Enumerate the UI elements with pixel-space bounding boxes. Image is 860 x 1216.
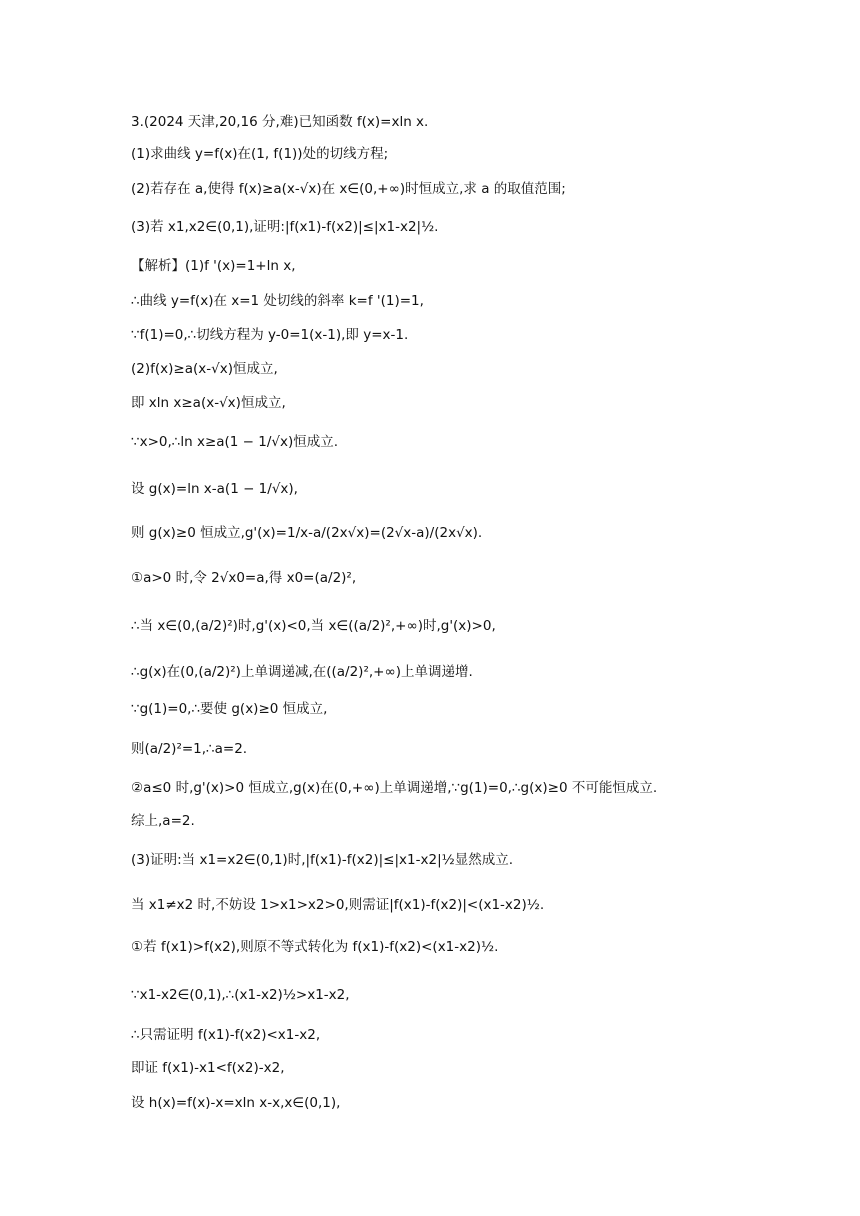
solution-line: ①a>0 时,令 2√x0=a,得 x0=(a/2)², bbox=[131, 570, 357, 586]
question-3: (3)若 x1,x2∈(0,1),证明:|f(x1)-f(x2)|≤|x1-x2|½. bbox=[131, 219, 439, 235]
solution-line: 【解析】(1)f '(x)=1+ln x, bbox=[131, 258, 296, 274]
solution-line: 当 x1≠x2 时,不妨设 1>x1>x2>0,则需证|f(x1)-f(x2)|<(x1-x2)½. bbox=[131, 897, 545, 913]
solution-line: 设 h(x)=f(x)-x=xln x-x,x∈(0,1), bbox=[131, 1095, 341, 1111]
question-2: (2)若存在 a,使得 f(x)≥a(x-√x)在 x∈(0,+∞)时恒成立,求 a 的取值范围; bbox=[131, 181, 566, 197]
solution-line: ①若 f(x1)>f(x2),则原不等式转化为 f(x1)-f(x2)<(x1-x2)½. bbox=[131, 939, 499, 955]
question-1: (1)求曲线 y=f(x)在(1, f(1))处的切线方程; bbox=[131, 146, 389, 162]
solution-line: ②a≤0 时,g'(x)>0 恒成立,g(x)在(0,+∞)上单调递增,∵g(1)=0,∴g(x)≥0 不可能恒成立. bbox=[131, 780, 658, 796]
solution-line: (2)f(x)≥a(x-√x)恒成立, bbox=[131, 361, 278, 377]
solution-line: (3)证明:当 x1=x2∈(0,1)时,|f(x1)-f(x2)|≤|x1-x2|½显然成立. bbox=[131, 852, 513, 868]
solution-line: 则 g(x)≥0 恒成立,g'(x)=1/x-a/(2x√x)=(2√x-a)/(2x√x). bbox=[131, 525, 483, 541]
solution-line: ∵x1-x2∈(0,1),∴(x1-x2)½>x1-x2, bbox=[131, 987, 350, 1003]
solution-line: 则(a/2)²=1,∴a=2. bbox=[131, 741, 248, 757]
problem-title: 3.(2024 天津,20,16 分,难)已知函数 f(x)=xln x. bbox=[131, 114, 429, 130]
solution-line: ∴g(x)在(0,(a/2)²)上单调递减,在((a/2)²,+∞)上单调递增. bbox=[131, 664, 473, 680]
solution-line: ∴只需证明 f(x1)-f(x2)<x1-x2, bbox=[131, 1027, 321, 1043]
solution-line: 即 xln x≥a(x-√x)恒成立, bbox=[131, 395, 286, 411]
solution-line: 即证 f(x1)-x1<f(x2)-x2, bbox=[131, 1060, 285, 1076]
solution-line: ∵x>0,∴ln x≥a(1 − 1/√x)恒成立. bbox=[131, 434, 339, 450]
solution-line: 综上,a=2. bbox=[131, 813, 195, 829]
solution-line: ∴曲线 y=f(x)在 x=1 处切线的斜率 k=f '(1)=1, bbox=[131, 293, 424, 309]
solution-line: ∵f(1)=0,∴切线方程为 y-0=1(x-1),即 y=x-1. bbox=[131, 327, 409, 343]
solution-line: ∵g(1)=0,∴要使 g(x)≥0 恒成立, bbox=[131, 701, 328, 717]
solution-line: 设 g(x)=ln x-a(1 − 1/√x), bbox=[131, 481, 298, 497]
solution-line: ∴当 x∈(0,(a/2)²)时,g'(x)<0,当 x∈((a/2)²,+∞)时,g'(x)>0, bbox=[131, 618, 496, 634]
